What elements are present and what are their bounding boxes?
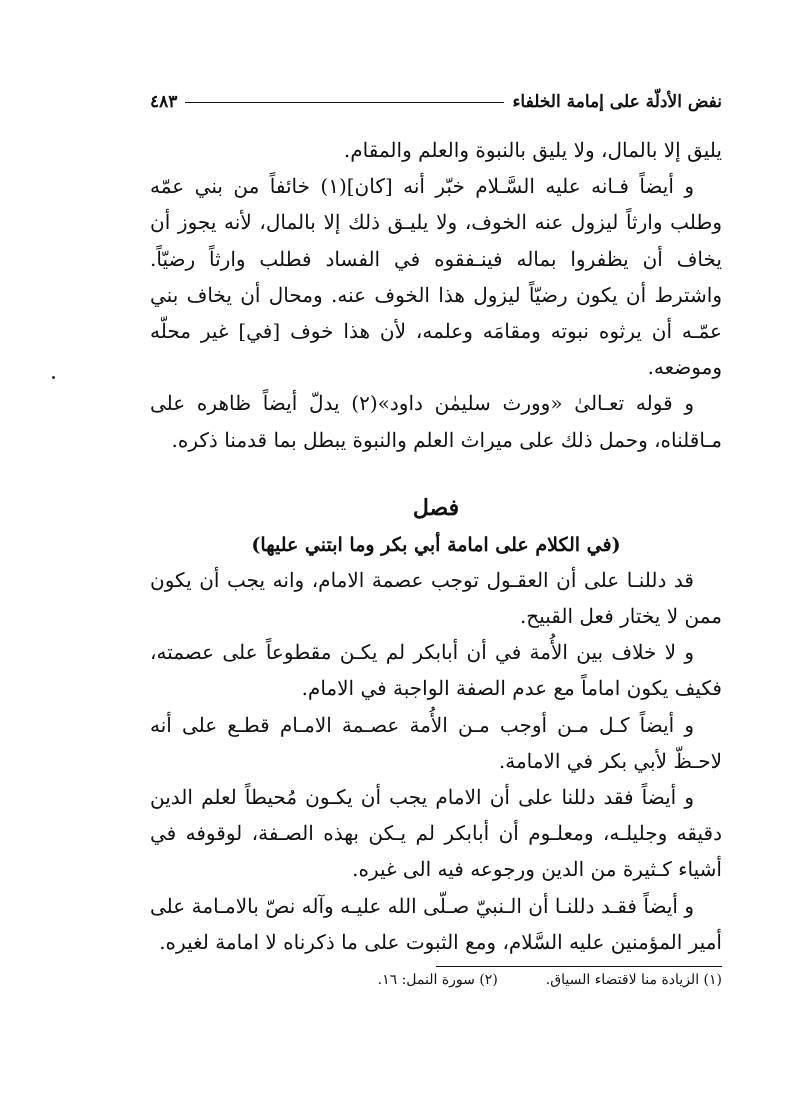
main-text [150, 132, 722, 960]
paragraph: و أيضاً فقد دللنا على أن الامام يجب أن يكـون مُحيطاً لعلم الدين دقيقه وجليلـه، ومعلـوم أن أبابكر لم يـكن بهذه الصـفة، لوقوفه في أشياء كـثيرة من الدين ورجوعه فيه الى غيره. [150, 785, 722, 882]
paragraph: و لا خلاف بين الأُمة في أن أبابكر لم يكـن مقطوعاً على عصمته، فكيف يكون اماماً مع عدم الصفة الواجبة في الامام. [150, 640, 722, 701]
section-subtitle: (في الكلام على امامة أبي بكر وما ابتني عليها) [251, 533, 621, 556]
paragraph: و أيضاً فـانه عليه السَّـلام خبّر أنه [كان](١) خائفاً من بني عمّه وطلب وارثاً ليزول عنه الخوف، ولا يليـق ذلك إلا بالمال، لأنه يجوز أن يخاف أن يظفروا بماله فينـفقوه في الفساد فطلب وارثاً رضيّاً. واشترط أن يكون رضيّاً ليزول هذا الخوف عنه. ومحال أن يخاف بني عمّـه أن يرثوه نبوته ومقامَه وعلمه، لأن هذا خوف [في] غير محلّه وموضعه. [150, 174, 723, 380]
paragraph: قد دللنـا على أن العقـول توجب عصمة الامام، وانه يجب أن يكون ممن لا يختار فعل القبيح. [150, 567, 722, 629]
paragraph: و أيضاً كـل مـن أوجب مـن الأُمة عصـمة الامـام قطـع على أنه لاحـظّ لأبي بكر في الامامة. [150, 712, 722, 773]
footnote-rule [436, 966, 722, 967]
footnote: (١) الزيادة منا لاقتضاء السياق. [545, 972, 722, 988]
margin-mark [52, 376, 55, 379]
paragraph: و قوله تعـالىٰ «وورث سليمٰن داود»(٢) يدلّ أيضاً ظاهره على مـاقلناه، وحمل ذلك على ميراث العلم والنبوة يبطل بما قدمنا ذكره. [150, 391, 722, 452]
footnotes [150, 972, 722, 988]
page-header [150, 88, 722, 116]
footnote: (٢) سورة النمل: ١٦. [377, 972, 498, 988]
header-rule [185, 102, 504, 103]
running-title: نفض الأدلّة على إمامة الخلفاء [512, 92, 722, 112]
paragraph: يليق إلا بالمال، ولا يليق بالنبوة والعلم والمقام. [343, 138, 722, 162]
section-title: فصل [412, 494, 460, 521]
page-number: ٤٨٣ [150, 92, 178, 112]
paragraph: و أيضاً فقـد دللنـا أن الـنبيّ صـلّى الله عليـه وآله نصّ بالامـامة على أمير المؤمنين عليه السَّلام، ومع الثبوت على ما ذكرناه لا امامة لغيره. [150, 893, 722, 954]
